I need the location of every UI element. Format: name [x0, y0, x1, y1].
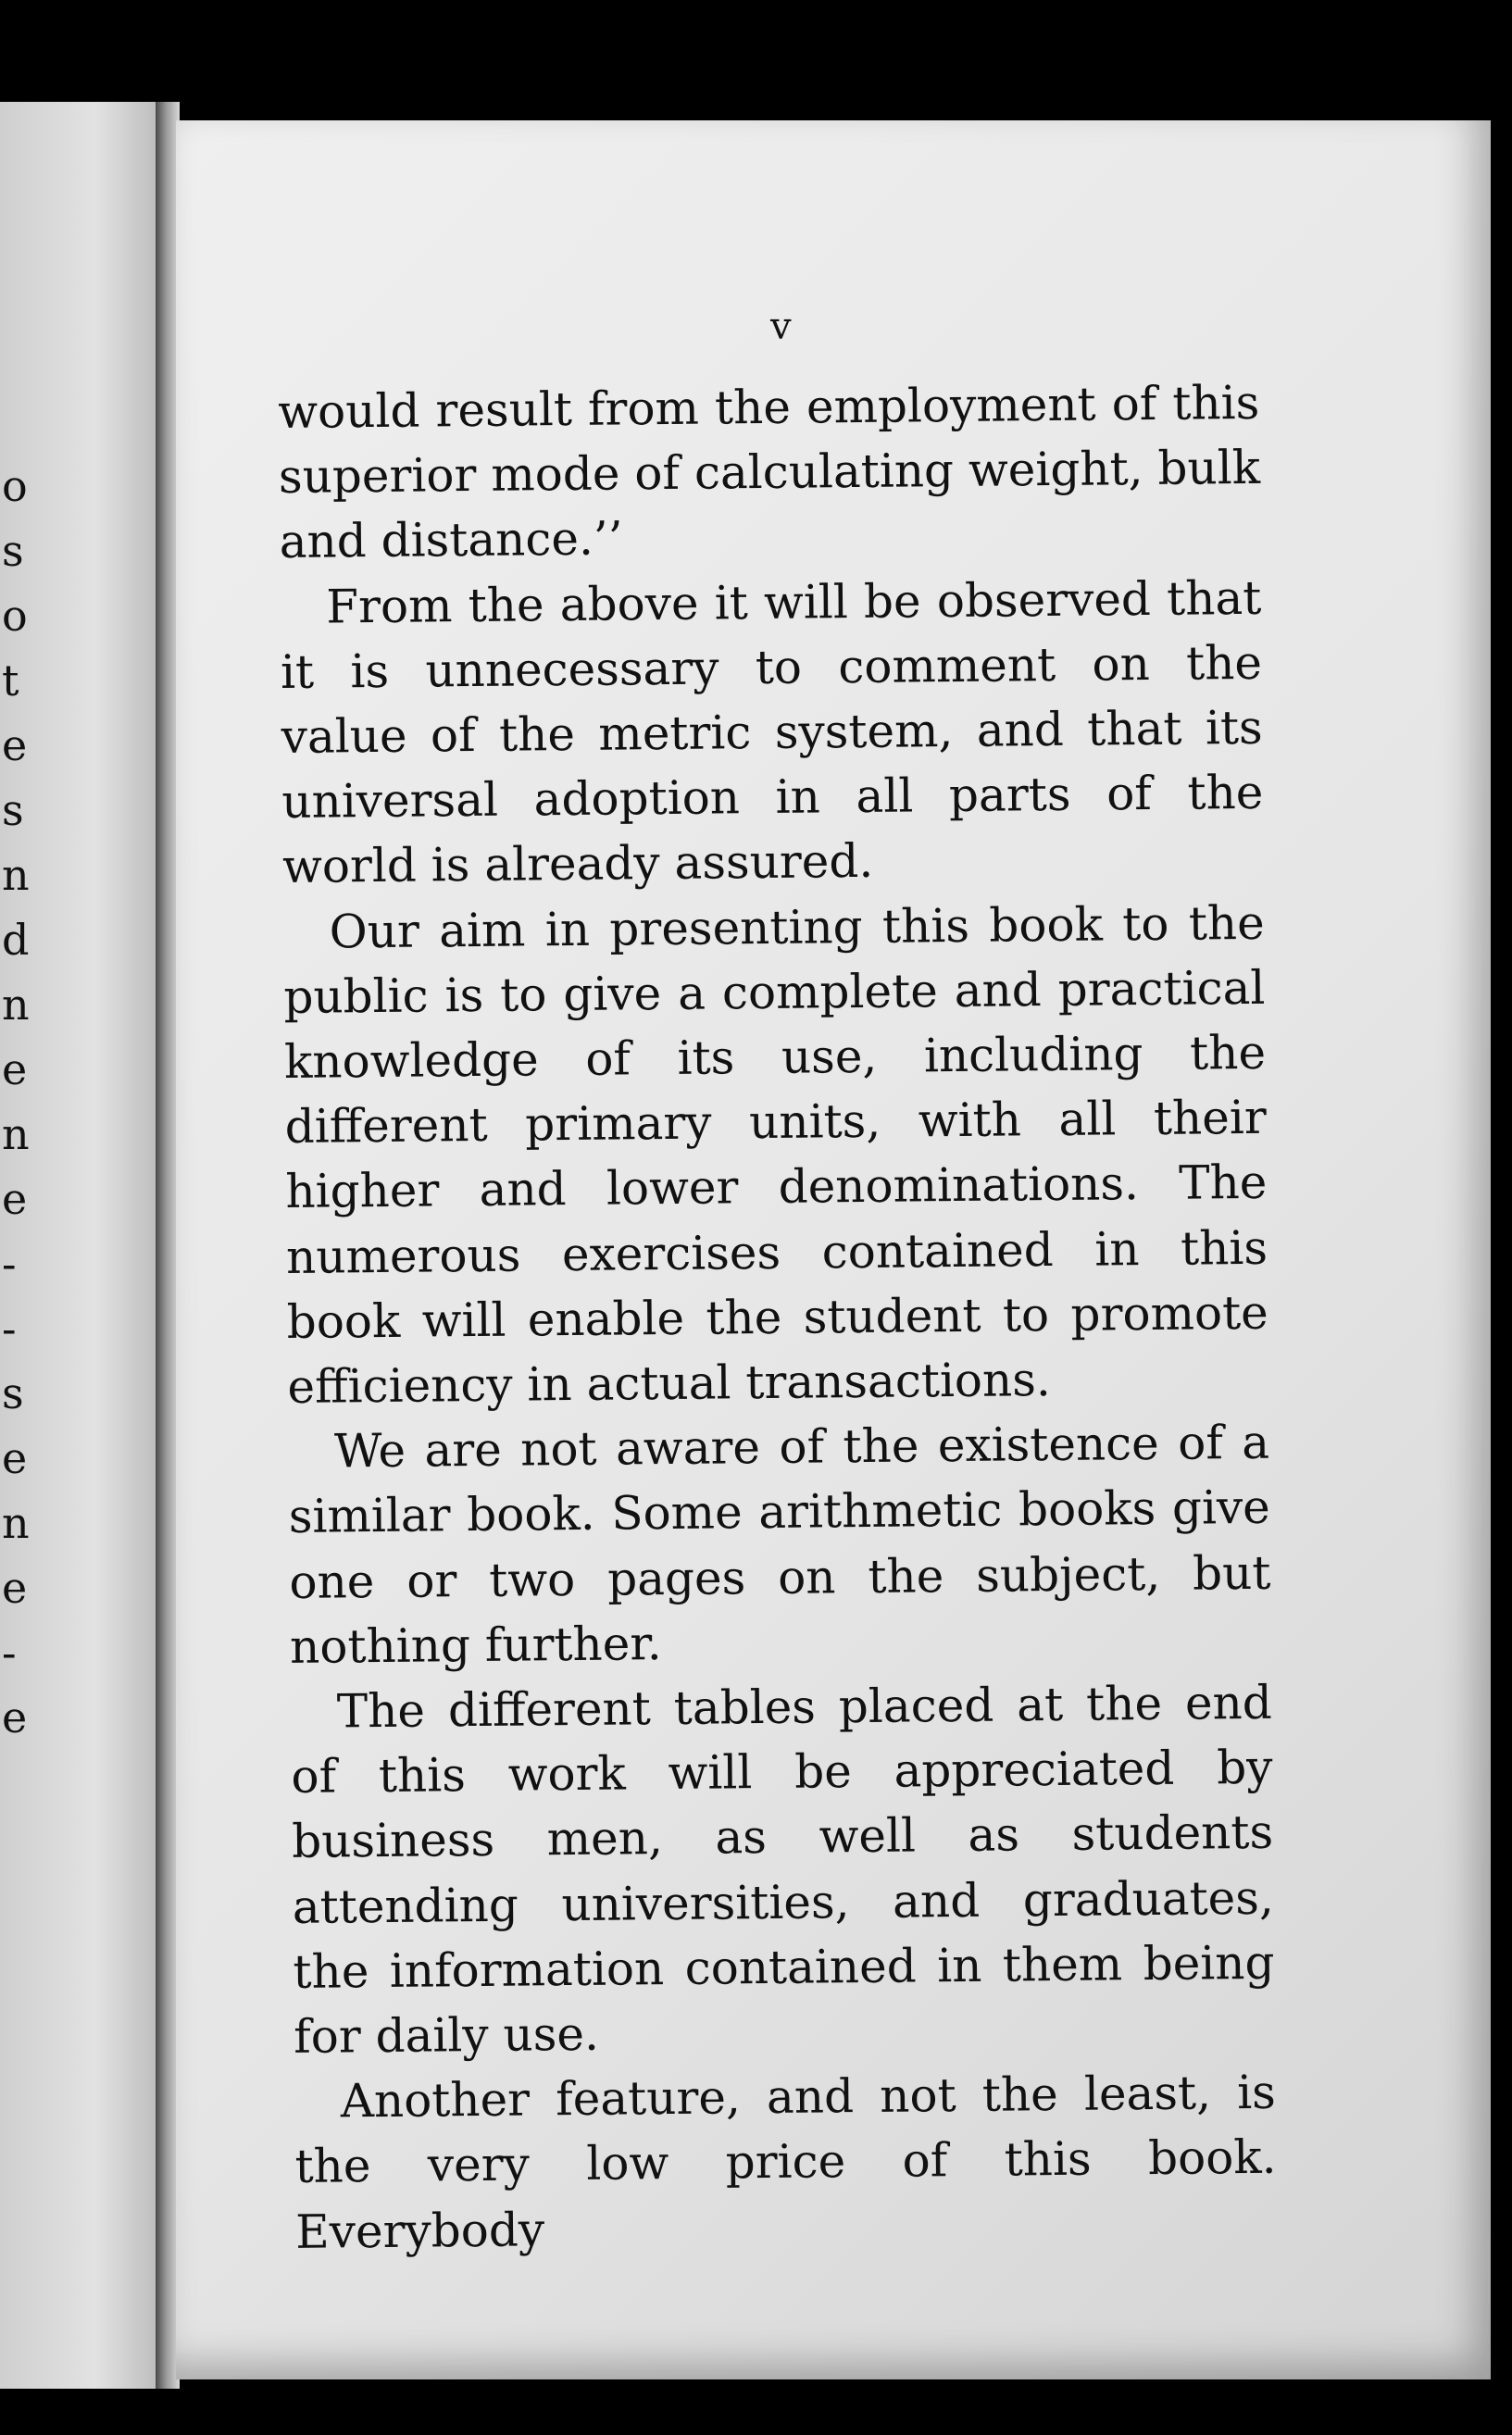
paragraph-tables: The different tables placed at the end of this work will be appreciated by business men, as well as students attending universities, and graduates, the information contained in them being for daily use. — [291, 1675, 1275, 2064]
previous-page-letter: - — [2, 1239, 17, 1289]
previous-page-letter: n — [2, 980, 30, 1030]
paragraph-price: Another feature, and not the least, is the very low price of this book. Everybody — [294, 2066, 1277, 2259]
previous-page-letter: s — [2, 1368, 24, 1418]
previous-page-letter: - — [2, 1628, 17, 1678]
previous-page-letter: e — [2, 1433, 28, 1483]
previous-page-letter: e — [2, 1044, 28, 1094]
previous-page-letter: s — [2, 785, 24, 835]
previous-page-letter: n — [2, 850, 30, 900]
previous-page-letters — [0, 454, 37, 1750]
page-number: v — [770, 306, 792, 348]
previous-page-edge — [0, 102, 159, 2389]
previous-page-letter: e — [2, 1692, 28, 1742]
previous-page-letter: e — [2, 1563, 28, 1613]
paragraph-continuation: would result from the employment of this superior mode of calculating weight, bulk and distance.’’ — [278, 375, 1261, 569]
previous-page-letter: s — [2, 526, 24, 576]
previous-page-letter: e — [2, 1174, 28, 1224]
previous-page-letter: e — [2, 720, 28, 770]
previous-page-letter: n — [2, 1498, 30, 1548]
paragraph-similar-book: We are not aware of the existence of a similar book. Some arithmetic books give one or two pages on the subject, but nothing further. — [288, 1416, 1271, 1674]
previous-page-letter: - — [2, 1304, 17, 1354]
previous-page-letter: o — [2, 461, 28, 511]
previous-page-letter: t — [2, 656, 19, 706]
previous-page-letter: o — [2, 591, 28, 641]
page-body — [278, 370, 1277, 2265]
previous-page-letter: n — [2, 1109, 30, 1159]
previous-page-letter: d — [2, 915, 30, 965]
paragraph-metric-system: From the above it will be observed that it is unnecessary to comment on the value of the metric system, and that its universal adoption in all parts of the world is already assured. — [280, 570, 1264, 894]
paragraph-aim: Our aim in presenting this book to the public is to give a complete and practical knowledge of its use, including the different primary units, with all their higher and lower denominations. The numerous exercises contained in this book will enable the student to promote efficiency in actual transactions. — [283, 895, 1268, 1414]
